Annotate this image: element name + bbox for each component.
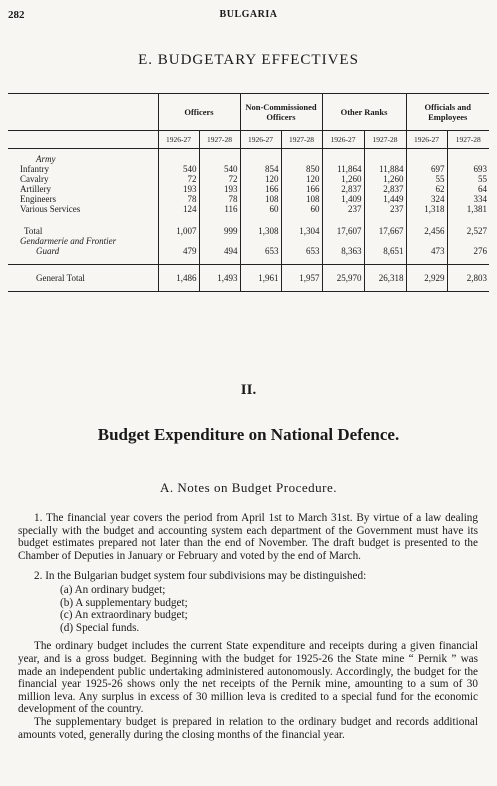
running-title: BULGARIA <box>219 9 278 20</box>
table-cell: 697 <box>406 164 447 174</box>
subdivision-list <box>60 584 478 634</box>
table-cell: 653 <box>240 246 281 265</box>
table-row <box>8 174 489 184</box>
table-cell: 540 <box>158 164 199 174</box>
table-cell: 62 <box>406 184 447 194</box>
table-cell: 1,486 <box>158 265 199 292</box>
table-cell: 17,667 <box>364 214 406 236</box>
gendarmerie-label-row <box>8 236 489 246</box>
table-year-header-row <box>8 131 489 149</box>
table-cell: 166 <box>281 184 322 194</box>
table-cell: 17,607 <box>322 214 364 236</box>
table-corner-cell <box>8 94 158 131</box>
table-cell: 1,957 <box>281 265 322 292</box>
paragraph-1: 1. The financial year covers the period from April 1st to March 31st. By virtue of a law dealing specially with the budget and accounting system each department of the Government must have its budget estimates prepared not later than the end of November. The draft budget is presented to the Chamber of Deputies in January or February and voted by the end of March. <box>18 512 478 562</box>
row-label: Artillery <box>20 184 51 194</box>
list-item: (a) An ordinary budget; <box>60 583 166 596</box>
row-label: Various Services <box>20 204 81 214</box>
row-label: Cavalry <box>20 174 49 184</box>
table-cell: 854 <box>240 164 281 174</box>
table-cell: 8,363 <box>322 246 364 265</box>
table-row <box>8 184 489 194</box>
table-cell: 1,409 <box>322 194 364 204</box>
table-cell: 120 <box>281 174 322 184</box>
table-cell: 78 <box>158 194 199 204</box>
table-cell: 60 <box>240 204 281 214</box>
total-label: Total <box>24 226 43 236</box>
part-title: Budget Expenditure on National Defence. <box>97 425 400 444</box>
paragraph-4: The supplementary budget is prepared in relation to the ordinary budget and records additional amounts voted, generally during the closing months of the financial year. <box>18 715 478 741</box>
table-cell: 116 <box>199 204 240 214</box>
table-cell: 1,449 <box>364 194 406 204</box>
year-header: 1927-28 <box>447 131 489 149</box>
page-header <box>8 9 489 23</box>
general-total-row <box>8 265 489 292</box>
table-cell: 693 <box>447 164 489 174</box>
table-cell: 1,318 <box>406 204 447 214</box>
table-cell: 108 <box>281 194 322 204</box>
paragraph-3: The ordinary budget includes the current State expenditure and receipts during a given financial year, and is a gross budget. Beginning with the budget for 1925-26 the State mine “ Pernik ” was made an independent public undertaking administered autonomously. Accordingly, the budget for the financial year 1925-26 shows only the net receipts of the Pernik mine, amounting to a sum of 30 million leva. Any surplus in excess of 30 million leva is credited to a special fund for the economic development of the country. <box>18 640 478 716</box>
table-cell: 193 <box>158 184 199 194</box>
year-header: 1926-27 <box>240 131 281 149</box>
table-cell: 540 <box>199 164 240 174</box>
table-cell: 11,884 <box>364 164 406 174</box>
table-cell: 55 <box>447 174 489 184</box>
table-cell: 25,970 <box>322 265 364 292</box>
body-text <box>18 512 478 741</box>
year-header: 1927-28 <box>364 131 406 149</box>
table-row <box>8 164 489 174</box>
army-category-row <box>8 149 489 165</box>
section-e-title: E. BUDGETARY EFFECTIVES <box>138 52 359 68</box>
table-cell: 1,007 <box>158 214 199 236</box>
table-cell: 653 <box>281 246 322 265</box>
table-cell: 850 <box>281 164 322 174</box>
year-header: 1926-27 <box>406 131 447 149</box>
army-label: Army <box>36 154 56 164</box>
table-cell: 479 <box>158 246 199 265</box>
gendarmerie-row <box>8 246 489 265</box>
table-cell: 276 <box>447 246 489 265</box>
table-cell: 60 <box>281 204 322 214</box>
table-cell: 26,318 <box>364 265 406 292</box>
table-cell: 72 <box>158 174 199 184</box>
table-cell: 494 <box>199 246 240 265</box>
table-cell: 2,803 <box>447 265 489 292</box>
table-cell: 2,456 <box>406 214 447 236</box>
year-header: 1926-27 <box>322 131 364 149</box>
table-cell: 2,837 <box>364 184 406 194</box>
table-cell: 124 <box>158 204 199 214</box>
general-total-label: General Total <box>8 265 158 292</box>
group-header-nco: Non-Commissioned Officers <box>240 94 322 131</box>
list-item: (b) A supplementary budget; <box>60 596 188 609</box>
table-cell: 2,929 <box>406 265 447 292</box>
year-header: 1926-27 <box>158 131 199 149</box>
year-header: 1927-28 <box>281 131 322 149</box>
table-cell: 108 <box>240 194 281 204</box>
table-cell: 324 <box>406 194 447 204</box>
table-group-header-row <box>8 94 489 131</box>
table-row <box>8 204 489 214</box>
list-item: (c) An extraordinary budget; <box>60 609 188 622</box>
table-cell: 1,260 <box>322 174 364 184</box>
gendarmerie-label: Gendarmerie and Frontier <box>20 236 117 246</box>
table-cell: 193 <box>199 184 240 194</box>
table-cell: 1,493 <box>199 265 240 292</box>
table-row <box>8 194 489 204</box>
section-a-title: A. Notes on Budget Procedure. <box>160 480 337 495</box>
table-cell: 1,961 <box>240 265 281 292</box>
budgetary-effectives-table <box>8 93 489 292</box>
table-cell: 8,651 <box>364 246 406 265</box>
table-cell: 120 <box>240 174 281 184</box>
guard-label: Guard <box>36 246 60 256</box>
table-cell: 473 <box>406 246 447 265</box>
total-row <box>8 214 489 236</box>
group-header-officers: Officers <box>158 94 240 131</box>
group-header-officials: Officials and Employees <box>406 94 489 131</box>
page-number: 282 <box>8 9 25 21</box>
table-cell: 334 <box>447 194 489 204</box>
year-header: 1927-28 <box>199 131 240 149</box>
table-cell: 72 <box>199 174 240 184</box>
table-cell: 237 <box>322 204 364 214</box>
table-cell: 237 <box>364 204 406 214</box>
table-cell: 1,260 <box>364 174 406 184</box>
table-cell: 999 <box>199 214 240 236</box>
part-number: II. <box>240 382 257 398</box>
group-header-other-ranks: Other Ranks <box>322 94 406 131</box>
paragraph-2: 2. In the Bulgarian budget system four subdivisions may be distinguished: <box>34 570 367 583</box>
table-cell: 64 <box>447 184 489 194</box>
table-cell: 1,308 <box>240 214 281 236</box>
table-cell: 166 <box>240 184 281 194</box>
table-cell: 2,527 <box>447 214 489 236</box>
row-label: Engineers <box>20 194 56 204</box>
table-cell: 2,837 <box>322 184 364 194</box>
table-cell: 11,864 <box>322 164 364 174</box>
row-label: Infantry <box>20 164 49 174</box>
table-cell: 1,381 <box>447 204 489 214</box>
table-cell: 55 <box>406 174 447 184</box>
list-item: (d) Special funds. <box>60 621 140 634</box>
table-cell: 78 <box>199 194 240 204</box>
table-cell: 1,304 <box>281 214 322 236</box>
